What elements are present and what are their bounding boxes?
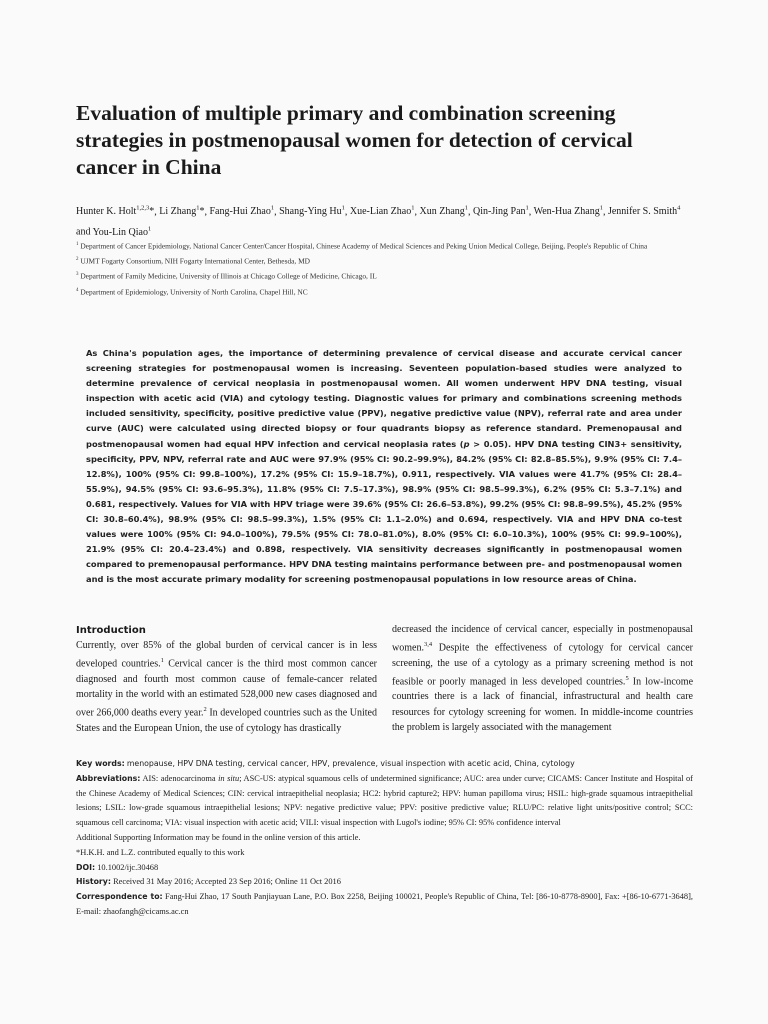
introduction-heading: Introduction <box>76 625 146 636</box>
author-name: Li Zhang$^1$* <box>159 205 205 218</box>
keywords-text: menopause, HPV DNA testing, cervical cancer, HPV, prevalence, visual inspection with acetic acid, China, cytology <box>126 759 575 768</box>
p-value-symbol: p <box>463 438 470 449</box>
author-name: Shang-Ying Hu$^1$ <box>279 205 345 218</box>
correspondence-line <box>76 890 693 920</box>
author-name: Fang-Hui Zhao$^1$ <box>209 205 275 218</box>
abbreviations-line <box>76 772 693 831</box>
article-title: Evaluation of multiple primary and combination screening strategies in postmenopausal women for detection of cervical cancer in China <box>76 101 633 179</box>
author-list: Hunter K. Holt$^{1,2,3}$*, Li Zhang$^1$*, Fang-Hui Zhao$^1$, Shang-Ying Hu$^1$, Xue-Lian Zhao$^1$, Xun Zhang$^1$, Qin-Jing Pan$^1$, Wen-Hua Zhang$^1$, Jennifer S. Smith$^4$ and You-Lin Qiao$^1$ <box>76 205 681 238</box>
affiliation-ref: 1,2,3 <box>136 205 150 212</box>
affiliation-ref: 1 <box>196 205 200 212</box>
affiliation-ref: 4 <box>677 205 681 212</box>
intro-text-f: In low-income countries there is a lack of financial, infrastructural and health care resources for cytology screening for women. In middle-income countries the problem is largely associated with the management <box>392 676 694 733</box>
history-value: Received 31 May 2016; Accepted 23 Sep 2016; Online 11 Oct 2016 <box>113 877 341 887</box>
doi-label: DOI: <box>76 862 96 872</box>
affiliation-item: $^3$ Department of Family Medicine, University of Illinois at Chicago College of Medicine, Chicago, IL <box>76 271 377 281</box>
author-name: Jennifer S. Smith$^4$ <box>607 205 681 218</box>
author-name: Xue-Lian Zhao$^1$ <box>349 205 415 218</box>
citation-ref: 3,4 <box>423 641 433 649</box>
doi-value[interactable]: 10.1002/ijc.30468 <box>97 862 159 872</box>
abbreviations-label: Abbreviations: <box>76 773 141 783</box>
correspondence-label: Correspondence to: <box>76 892 163 902</box>
doi-line <box>76 861 693 876</box>
intro-text-a: Currently, over 85% of the global burden of cervical cancer is in less developed countries. <box>76 640 377 670</box>
abstract-part-2: > 0.05). HPV DNA testing CIN3+ sensitivity, specificity, PPV, NPV, referral rate and AUC were 97.9% (95% CI: 90.2–99.9%), 84.2% (95% CI: 82.8–85.5%), 9.9% (95% CI: 7.4–12.8%), 100% (95% CI: 99.8–100%), 17.2% (95% CI: 15.9–18.7%), 0.911, respectively. VIA values were 41.7% (95% CI: 28.4–55.9%), 94.5% (95% CI: 93.6–95.3%), 11.8% (95% CI: 7.5–17.3%), 98.9% (95% CI: 98.5–99.3%), 6.2% (95% CI: 5.3–7.1%) and 0.681, respectively. Values for VIA with HPV triage were 39.6% (95% CI: 26.6–53.8%), 99.2% (95% CI: 98.8–99.5%), 45.2% (95% CI: 30.8–60.4%), 98.9% (95% CI: 98.5–99.3%), 1.5% (95% CI: 1.1–2.0%) and 0.694, respectively. VIA and HPV DNA co-test values were 100% (95% CI: 94.0–100%), 79.5% (95% CI: 78.0–81.0%), 8.0% (95% CI: 6.0–10.3%), 100% (95% CI: 99.9–100%), 21.9% (95% CI: 20.4–23.4%) and 0.898, respectively. VIA sensitivity decreases significantly in postmenopausal women compared to premenopausal performance. HPV DNA testing maintains performance between pre- and postmenopausal women and is the most accurate primary modality for screening postmenopausal populations in low resource areas of China. <box>86 438 683 585</box>
keywords-label: Key words: <box>76 759 125 768</box>
affiliation-item: $^1$ Department of Cancer Epidemiology, National Cancer Center/Cancer Hospital, Chinese Academy of Medical Sciences and Peking Union Medical College, Beijing, People's Republic of China <box>76 241 648 251</box>
abstract-part-1: As China's population ages, the importance of determining prevalence of cervical disease and accurate cervical cancer screening strategies for postmenopausal women is increasing. Seventeen population-based studies were analyzed to determine prevalence of cervical neoplasia in postmenopausal women. All women underwent HPV DNA testing, visual inspection with acetic acid (VIA) and cytology testing. Diagnostic values for primary and combinations screening methods included sensitivity, specificity, positive predictive value (PPV), negative predictive value (NPV), referral rate and area under curve (AUC) were calculated using directed biopsy or four quadrants biopsy as reference standard. Premenopausal and postmenopausal women had equal HPV infection and cervical neoplasia rates ( <box>86 348 682 449</box>
intro-text-d: decreased the incidence of cervical cancer, especially in postmenopausal women. <box>392 624 693 654</box>
affiliation-ref: 1 <box>464 205 469 212</box>
supporting-info: Additional Supporting Information may be found in the online version of this article. <box>76 832 361 842</box>
intro-text-c: In developed countries such as the United States and the European Union, the use of cytology has drastically <box>76 707 377 734</box>
left-column <box>76 622 377 736</box>
author-name: Hunter K. Holt$^{1,2,3}$* <box>76 205 155 218</box>
history-line <box>76 875 693 890</box>
affiliation-list <box>76 238 696 299</box>
correspondence-value: Fang-Hui Zhao, 17 South Panjiayuan Lane, P.O. Box 2258, Beijing 100021, People's Republic of China, Tel: [86-10-8778-8900], Fax: +[86-10-6771-3648], E-mail: zhaofangh@cicams.ac.cn <box>76 892 693 916</box>
author-name: Wen-Hua Zhang$^1$ <box>533 205 603 218</box>
affiliation-ref: 1 <box>270 205 275 212</box>
citation-ref: 1 <box>160 657 164 665</box>
abbreviations-italic: in situ <box>218 773 240 783</box>
equal-contribution-note: *H.K.H. and L.Z. contributed equally to this work <box>76 847 245 857</box>
affiliation-ref: 1 <box>599 205 603 212</box>
keywords-line <box>76 757 693 772</box>
citation-ref: 2 <box>203 706 207 714</box>
body-columns <box>76 622 693 736</box>
intro-text-e: Despite the effectiveness of cytology for cervical cancer screening, the use of a cytology as a primary screening method is not feasible or poorly managed in less developed countries. <box>392 642 693 688</box>
citation-ref: 5 <box>625 674 629 682</box>
right-column <box>392 622 693 736</box>
abbreviations-text-a: AIS: adenocarcinoma <box>142 773 219 783</box>
history-label: History: <box>76 877 111 887</box>
affiliation-ref: 1 <box>411 205 415 212</box>
intro-text-b: Cervical cancer is the third most common cancer diagnosed and fourth most common cause of female-cancer related mortality in the world with an estimated 528,000 new cases diagnosed and over 266,000 deaths every year. <box>76 658 377 719</box>
affiliation-ref: 1 <box>525 205 529 212</box>
author-name: You-Lin Qiao$^1$ <box>92 225 152 238</box>
affiliation-ref: 1 <box>341 205 345 212</box>
abbreviations-text-b: ; ASC-US: atypical squamous cells of undetermined significance; AUC: area under curve; CICAMS: Cancer Institute and Hospital of the Chinese Academy of Medical Sciences; CIN: cervical intraepithelial neoplasia; HC2: hybrid capture2; HPV: human papilloma virus; HSIL: high-grade squamous intraepithelial lesions; LSIL: low-grade squamous intraepithelial lesions; NPV: negative predictive value; PPV: positive predictive value; RLU/PC: relative light units/positive control; SCC: squamous cell carcinoma; VIA: visual inspection with acetic acid; VILI: visual inspection with Lugol's iodine; 95% CI: 95% confidence interval <box>76 773 693 828</box>
author-name: Xun Zhang$^1$ <box>419 205 469 218</box>
affiliation-item: $^2$ UJMT Fogarty Consortium, NIH Fogarty International Center, Bethesda, MD <box>76 256 311 266</box>
author-name: Qin-Jing Pan$^1$ <box>473 205 529 218</box>
affiliation-ref: 1 <box>147 225 152 233</box>
abstract <box>86 346 682 588</box>
article-footnotes <box>76 757 693 920</box>
affiliation-item: $^4$ Department of Epidemiology, University of North Carolina, Chapel Hill, NC <box>76 286 308 296</box>
